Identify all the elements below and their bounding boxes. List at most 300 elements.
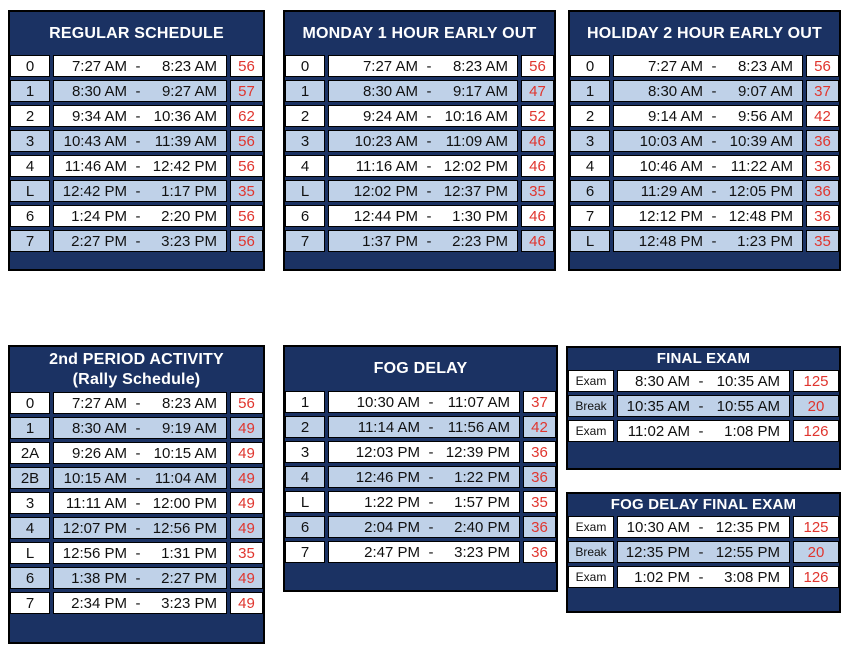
time-dash: - [426,232,432,250]
time-cell [53,542,227,564]
start-time: 11:11 AM [65,494,127,512]
time-dash: - [135,469,141,487]
minutes-cell: 49 [230,442,263,464]
period-cell: 1 [570,80,610,102]
start-time: 12:44 PM [353,207,418,225]
end-time: 9:17 AM [452,82,508,100]
period-cell: Exam [568,566,614,588]
table-title-text: FOG DELAY FINAL EXAM [610,496,797,513]
time-cell [53,517,227,539]
start-time: 2:27 PM [71,232,127,250]
end-time: 1:17 PM [161,182,217,200]
schedule-table-regular [8,10,265,271]
period-cell: 6 [285,516,325,538]
period-cell: 0 [10,55,50,77]
period-cell: 1 [10,417,50,439]
period-cell: 2 [285,105,325,127]
time-dash: - [135,207,141,225]
period-cell: Break [568,395,614,417]
time-dash: - [426,182,432,200]
minutes-cell: 49 [230,567,263,589]
table-title [10,12,263,55]
start-time: 11:02 AM [627,422,690,440]
schedule-row [570,55,839,77]
end-time: 8:23 AM [161,394,217,412]
time-cell [613,205,803,227]
schedule-table-holiday-early-out [568,10,841,271]
time-cell [53,592,227,614]
table-subtitle-text: (Rally Schedule) [72,370,201,388]
schedule-row [568,420,839,442]
schedule-row [10,542,263,564]
table-title-text: FOG DELAY [373,360,468,377]
schedule-row [10,492,263,514]
table-title-text: 2nd PERIOD ACTIVITY [49,350,224,368]
start-time: 1:22 PM [364,493,420,511]
minutes-cell: 42 [806,105,839,127]
time-cell [328,205,518,227]
schedule-row [10,467,263,489]
end-time: 1:57 PM [454,493,510,511]
start-time: 12:56 PM [62,544,127,562]
start-time: 10:23 AM [354,132,418,150]
minutes-cell: 56 [230,130,263,152]
start-time: 11:46 AM [64,157,127,175]
start-time: 9:24 AM [362,107,418,125]
minutes-cell: 36 [523,541,556,563]
time-cell [328,466,520,488]
table-title [10,347,263,392]
time-dash: - [428,443,434,461]
time-cell [53,392,227,414]
start-time: 11:14 AM [357,418,420,436]
time-dash: - [135,394,141,412]
schedule-row [570,80,839,102]
period-cell: L [285,180,325,202]
end-time: 8:23 AM [161,57,217,75]
start-time: 9:34 AM [71,107,127,125]
minutes-cell: 36 [806,130,839,152]
table-title [570,12,839,55]
end-time: 9:56 AM [737,107,793,125]
time-dash: - [426,107,432,125]
period-cell: 6 [570,180,610,202]
schedule-row [570,155,839,177]
period-cell: Exam [568,516,614,538]
end-time: 9:07 AM [737,82,793,100]
end-time: 2:20 PM [161,207,217,225]
end-time: 10:35 AM [716,372,780,390]
time-cell [53,130,227,152]
time-dash: - [711,182,717,200]
minutes-cell: 56 [521,55,554,77]
time-cell [53,467,227,489]
time-cell [53,442,227,464]
period-cell: 7 [285,230,325,252]
end-time: 12:02 PM [443,157,508,175]
minutes-cell: 125 [793,516,839,538]
time-dash: - [711,157,717,175]
time-cell [328,105,518,127]
minutes-cell: 36 [806,180,839,202]
start-time: 1:37 PM [362,232,418,250]
start-time: 2:47 PM [364,543,420,561]
schedule-row [10,130,263,152]
end-time: 2:27 PM [161,569,217,587]
start-time: 8:30 AM [647,82,703,100]
schedule-row [568,566,839,588]
period-cell: Exam [568,370,614,392]
time-cell [53,180,227,202]
minutes-cell: 36 [806,155,839,177]
time-dash: - [135,107,141,125]
minutes-cell: 35 [230,542,263,564]
minutes-cell: 56 [230,205,263,227]
table-title [568,348,839,370]
end-time: 1:31 PM [161,544,217,562]
time-cell [53,155,227,177]
minutes-cell: 49 [230,517,263,539]
time-dash: - [428,493,434,511]
time-cell [328,155,518,177]
minutes-cell: 35 [230,180,263,202]
end-time: 1:23 PM [737,232,793,250]
schedule-row [285,230,554,252]
table-title-text: REGULAR SCHEDULE [49,24,224,42]
start-time: 10:15 AM [63,469,127,487]
schedule-row [285,155,554,177]
end-time: 11:09 AM [445,132,508,150]
time-cell [328,230,518,252]
start-time: 7:27 AM [647,57,703,75]
period-cell: 6 [10,205,50,227]
start-time: 9:26 AM [71,444,127,462]
time-dash: - [135,494,141,512]
period-cell: 0 [570,55,610,77]
end-time: 1:22 PM [454,468,510,486]
schedule-row [285,205,554,227]
time-dash: - [711,232,717,250]
time-dash: - [135,132,141,150]
period-cell: 2A [10,442,50,464]
schedule-row [285,516,556,538]
time-cell [328,441,520,463]
end-time: 9:27 AM [161,82,217,100]
time-cell [613,155,803,177]
period-cell: 0 [285,55,325,77]
period-cell: 6 [10,567,50,589]
period-cell: 7 [285,541,325,563]
time-dash: - [698,422,704,440]
period-cell: 3 [10,130,50,152]
end-time: 3:23 PM [454,543,510,561]
minutes-cell: 56 [230,230,263,252]
start-time: 12:48 PM [638,232,703,250]
period-cell: 6 [285,205,325,227]
end-time: 12:55 PM [715,543,780,561]
end-time: 12:39 PM [445,443,510,461]
start-time: 12:03 PM [355,443,420,461]
table-title [285,347,556,391]
start-time: 8:30 AM [634,372,690,390]
schedule-row [285,466,556,488]
period-cell: 4 [10,155,50,177]
start-time: 7:27 AM [71,394,127,412]
period-cell: 3 [10,492,50,514]
end-time: 10:39 AM [729,132,793,150]
time-dash: - [711,207,717,225]
end-time: 8:23 AM [452,57,508,75]
end-time: 11:07 AM [447,393,510,411]
time-cell [613,55,803,77]
minutes-cell: 56 [230,55,263,77]
table-rows [568,370,839,442]
time-cell [328,416,520,438]
end-time: 12:35 PM [715,518,780,536]
start-time: 8:30 AM [362,82,418,100]
start-time: 10:30 AM [356,393,420,411]
schedule-row [10,230,263,252]
time-dash: - [135,594,141,612]
period-cell: 4 [285,155,325,177]
period-cell: L [10,542,50,564]
minutes-cell: 46 [521,230,554,252]
period-cell: 1 [285,391,325,413]
schedule-row [10,442,263,464]
time-cell [613,130,803,152]
time-cell [617,566,790,588]
schedule-row [285,105,554,127]
time-dash: - [698,372,704,390]
minutes-cell: 49 [230,592,263,614]
time-cell [613,105,803,127]
period-cell: 7 [10,592,50,614]
minutes-cell: 49 [230,492,263,514]
time-dash: - [135,519,141,537]
end-time: 8:23 AM [737,57,793,75]
schedule-row [570,105,839,127]
start-time: 12:02 PM [353,182,418,200]
minutes-cell: 56 [230,155,263,177]
period-cell: 2 [10,105,50,127]
time-cell [328,180,518,202]
start-time: 9:14 AM [647,107,703,125]
start-time: 1:24 PM [71,207,127,225]
time-dash: - [698,397,704,415]
time-dash: - [135,232,141,250]
schedule-row [10,517,263,539]
time-cell [617,395,790,417]
time-dash: - [428,518,434,536]
time-dash: - [426,207,432,225]
time-cell [613,180,803,202]
start-time: 2:04 PM [364,518,420,536]
table-rows [10,392,263,614]
schedule-row [285,80,554,102]
start-time: 10:03 AM [639,132,703,150]
table-title [285,12,554,55]
time-cell [328,541,520,563]
time-dash: - [135,157,141,175]
time-dash: - [135,419,141,437]
schedule-row [10,80,263,102]
time-dash: - [711,82,717,100]
time-cell [328,391,520,413]
time-cell [53,80,227,102]
schedule-row [10,155,263,177]
time-dash: - [711,107,717,125]
end-time: 10:55 AM [716,397,780,415]
schedule-row [10,592,263,614]
end-time: 12:48 PM [728,207,793,225]
start-time: 10:30 AM [626,518,690,536]
time-dash: - [135,544,141,562]
end-time: 11:22 AM [730,157,793,175]
minutes-cell: 20 [793,395,839,417]
time-cell [328,55,518,77]
schedule-table-fog-delay [283,345,558,592]
minutes-cell: 49 [230,417,263,439]
table-title [568,494,839,516]
end-time: 1:30 PM [452,207,508,225]
schedule-table-monday-early-out [283,10,556,271]
schedule-row [285,491,556,513]
time-cell [328,516,520,538]
end-time: 9:19 AM [161,419,217,437]
minutes-cell: 46 [521,130,554,152]
start-time: 10:35 AM [626,397,690,415]
time-dash: - [711,57,717,75]
time-dash: - [428,543,434,561]
schedule-row [285,416,556,438]
end-time: 10:15 AM [153,444,217,462]
minutes-cell: 20 [793,541,839,563]
end-time: 10:36 AM [153,107,217,125]
table-rows [10,55,263,252]
time-dash: - [428,468,434,486]
table-rows [570,55,839,252]
schedule-table-activity-rally [8,345,265,644]
start-time: 11:29 AM [640,182,703,200]
period-cell: Break [568,541,614,563]
time-dash: - [698,518,704,536]
table-rows [285,55,554,252]
period-cell: 3 [285,130,325,152]
minutes-cell: 36 [523,441,556,463]
minutes-cell: 57 [230,80,263,102]
time-dash: - [135,57,141,75]
minutes-cell: 35 [521,180,554,202]
time-dash: - [426,82,432,100]
table-title-text: MONDAY 1 HOUR EARLY OUT [302,24,537,42]
time-dash: - [698,568,704,586]
period-cell: 1 [285,80,325,102]
time-dash: - [426,57,432,75]
schedule-row [285,541,556,563]
end-time: 12:37 PM [443,182,508,200]
period-cell: 2B [10,467,50,489]
end-time: 2:23 PM [452,232,508,250]
time-cell [53,567,227,589]
time-dash: - [135,82,141,100]
time-cell [613,230,803,252]
schedule-row [570,180,839,202]
time-cell [328,130,518,152]
schedule-table-final-exam [566,346,841,470]
schedule-row [285,130,554,152]
period-cell: 1 [10,80,50,102]
start-time: 12:46 PM [355,468,420,486]
period-cell: 7 [10,230,50,252]
minutes-cell: 126 [793,566,839,588]
schedule-row [570,130,839,152]
start-time: 1:02 PM [634,568,690,586]
minutes-cell: 36 [523,466,556,488]
time-cell [328,491,520,513]
period-cell: L [570,230,610,252]
end-time: 2:40 PM [454,518,510,536]
end-time: 3:23 PM [161,232,217,250]
start-time: 12:42 PM [62,182,127,200]
minutes-cell: 42 [523,416,556,438]
period-cell: Exam [568,420,614,442]
time-dash: - [426,157,432,175]
schedule-row [570,205,839,227]
start-time: 8:30 AM [71,82,127,100]
end-time: 12:56 PM [152,519,217,537]
time-cell [53,205,227,227]
period-cell: 2 [570,105,610,127]
schedule-row [10,105,263,127]
end-time: 12:42 PM [152,157,217,175]
start-time: 12:12 PM [638,207,703,225]
minutes-cell: 35 [523,491,556,513]
time-dash: - [135,444,141,462]
time-cell [53,105,227,127]
time-cell [328,80,518,102]
schedule-row [10,205,263,227]
minutes-cell: 37 [523,391,556,413]
start-time: 2:34 PM [71,594,127,612]
schedule-row [10,417,263,439]
minutes-cell: 52 [521,105,554,127]
minutes-cell: 49 [230,467,263,489]
minutes-cell: 126 [793,420,839,442]
start-time: 12:07 PM [62,519,127,537]
minutes-cell: 125 [793,370,839,392]
period-cell: 2 [285,416,325,438]
period-cell: 7 [570,205,610,227]
time-cell [617,370,790,392]
end-time: 11:04 AM [154,469,217,487]
time-dash: - [428,393,434,411]
time-dash: - [428,418,434,436]
time-cell [53,492,227,514]
table-rows [285,391,556,563]
start-time: 10:46 AM [639,157,703,175]
schedule-row [285,180,554,202]
time-cell [617,541,790,563]
time-cell [617,516,790,538]
period-cell: 4 [10,517,50,539]
time-dash: - [698,543,704,561]
schedule-row [10,55,263,77]
time-cell [53,417,227,439]
minutes-cell: 56 [230,392,263,414]
start-time: 1:38 PM [71,569,127,587]
schedule-row [10,392,263,414]
table-title-text: FINAL EXAM [656,350,751,367]
